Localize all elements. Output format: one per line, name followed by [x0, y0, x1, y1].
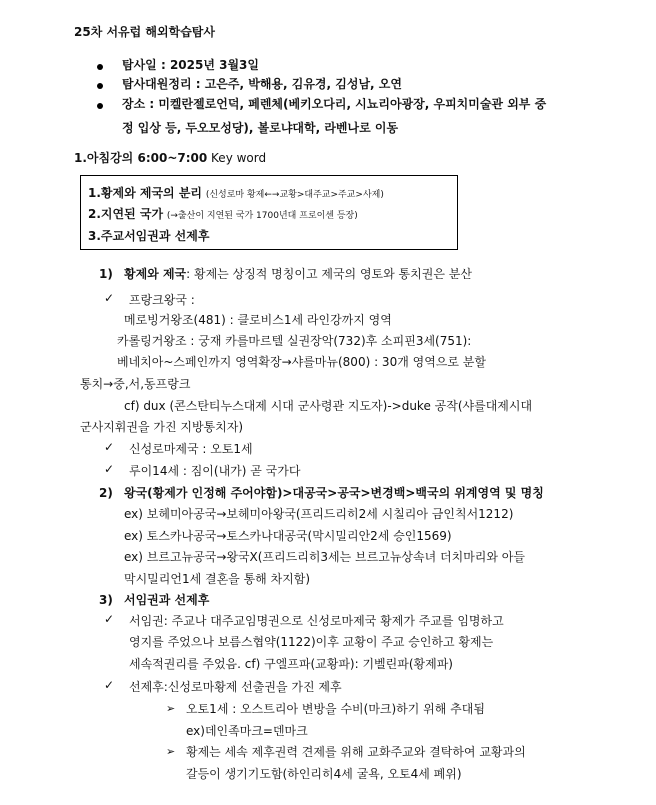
bullet-members	[122, 76, 402, 92]
line-franc: 프랑크왕국 :	[129, 293, 195, 307]
item-heading: 왕국(황제가 인정해 주어야함)>대공국>공국>변경백>백국의 위계영역 및 명칭	[124, 486, 544, 500]
item-number: 1)	[99, 267, 113, 281]
bullet-dot	[97, 64, 103, 70]
keyword-2	[88, 206, 358, 224]
bullet-date	[122, 57, 259, 73]
keyword-1	[88, 185, 384, 203]
bullet-dot	[97, 103, 103, 109]
page-title: 25차 서유럽 해외학습탐사	[74, 25, 215, 39]
keyword-note: (신성로마 황제←→교황>대주교>주교>사제)	[205, 190, 384, 200]
keyword-3: 3.주교서임권과 선제후	[88, 229, 210, 243]
line-mero: 메로빙거왕조(481) : 클로비스1세 라인강까지 영역	[124, 313, 392, 327]
line-a1b: ex)데인족마크=덴마크	[186, 724, 308, 738]
line-s1b: 영지를 주었으나 보름스협약(1122)이후 교황이 주교 승인하고 황제는	[129, 635, 494, 649]
check-icon: ✓	[104, 678, 115, 692]
section-time: 6:00~7:00	[137, 151, 208, 165]
line-holy: 신성로마제국 : 오토1세	[129, 442, 253, 456]
bullet-value: 미켈란젤로언덕, 페렌체(베키오다리, 시뇨리아광장, 우피치미술관 외부 중	[158, 97, 547, 111]
line-ex2: ex) 토스카나공국→토스카나대공국(막시밀리안2세 승인1569)	[124, 529, 452, 543]
keyword-main: 1.황제와 제국의 분리	[88, 186, 203, 200]
check-icon: ✓	[104, 462, 115, 476]
line-ex3a: ex) 브르고뉴공국→왕국X(프리드리히3세는 브르고뉴상속녀 더치마리와 아들	[124, 550, 525, 564]
line-ex3b: 막시밀리언1세 결혼을 통해 차지함)	[124, 572, 311, 586]
item-head: 황제와 제국	[124, 267, 187, 281]
check-icon: ✓	[104, 440, 115, 454]
line-ex1: ex) 보헤미아공국→보헤미아왕국(프리드리히2세 시칠리아 금인칙서1212)	[124, 507, 514, 521]
check-icon: ✓	[104, 291, 115, 305]
bullet-dot	[97, 83, 103, 89]
keyword-note: (→출산이 지연된 국가 1700년대 프로이센 등장)	[166, 211, 358, 221]
item-heading: 서임권과 선제후	[124, 593, 210, 607]
line-s2: 선제후:신성로마황제 선출권을 가진 제후	[129, 680, 342, 694]
bullet-value: 고은주, 박해용, 김유경, 김성남, 오연	[204, 77, 402, 91]
section-heading	[74, 150, 266, 166]
bullet-place-cont: 정 입상 등, 두오모성당), 볼로냐대학, 라벤나로 이동	[122, 121, 399, 135]
line-a2a: 황제는 세속 제후권력 견제를 위해 교화주교와 결탁하여 교황과의	[186, 745, 526, 759]
bullet-label: 탐사일 :	[122, 58, 170, 72]
bullet-value: 2025년 3월3일	[169, 58, 259, 72]
line-cf1: cf) dux (콘스탄티누스대제 시대 군사령관 지도자)->duke 공작(샤를대제시대	[124, 399, 533, 413]
line-karo1: 카롤링거왕조 : 궁재 카를마르텔 실권장악(732)후 소피핀3세(751):	[117, 334, 472, 348]
arrow-bullet-icon: ➢	[166, 702, 176, 715]
bullet-place	[122, 96, 546, 112]
arrow-bullet-icon: ➢	[166, 745, 176, 758]
item-text: : 황제는 상징적 명칭이고 제국의 영토와 통치권은 분산	[186, 267, 472, 281]
line-louis: 루이14세 : 짐이(내가) 곧 국가다	[129, 464, 301, 478]
bullet-label: 장소 :	[122, 97, 159, 111]
check-icon: ✓	[104, 612, 115, 626]
line-karo2: 베네치아~스페인까지 영역확장→샤를마뉴(800) : 30개 영역으로 분할	[117, 355, 486, 369]
item-number: 3)	[99, 593, 113, 607]
section-prefix: 1.아침강의	[74, 151, 138, 165]
section-suffix: Key word	[207, 151, 267, 165]
line-s1c: 세속적권리를 주었음. cf) 구엘프파(교황파): 기벨린파(황제파)	[129, 657, 453, 671]
item-number: 2)	[99, 486, 113, 500]
line-a2b: 갈등이 생기기도함(하인리히4세 굴욕, 오토4세 폐위)	[186, 767, 462, 781]
line-s1a: 서임권: 주교나 대주교임명권으로 신성로마제국 황제가 주교를 임명하고	[129, 614, 504, 628]
bullet-label: 탐사대원정리 :	[122, 77, 205, 91]
keyword-main: 2.지연된 국가	[88, 207, 164, 221]
item-heading	[124, 266, 472, 282]
line-karo3: 통치→중,서,동프랑크	[80, 377, 191, 391]
line-a1: 오토1세 : 오스트리아 변방을 수비(마크)하기 위해 추대됨	[186, 702, 485, 716]
line-cf2: 군사지휘권을 가진 지방통치자)	[80, 420, 244, 434]
